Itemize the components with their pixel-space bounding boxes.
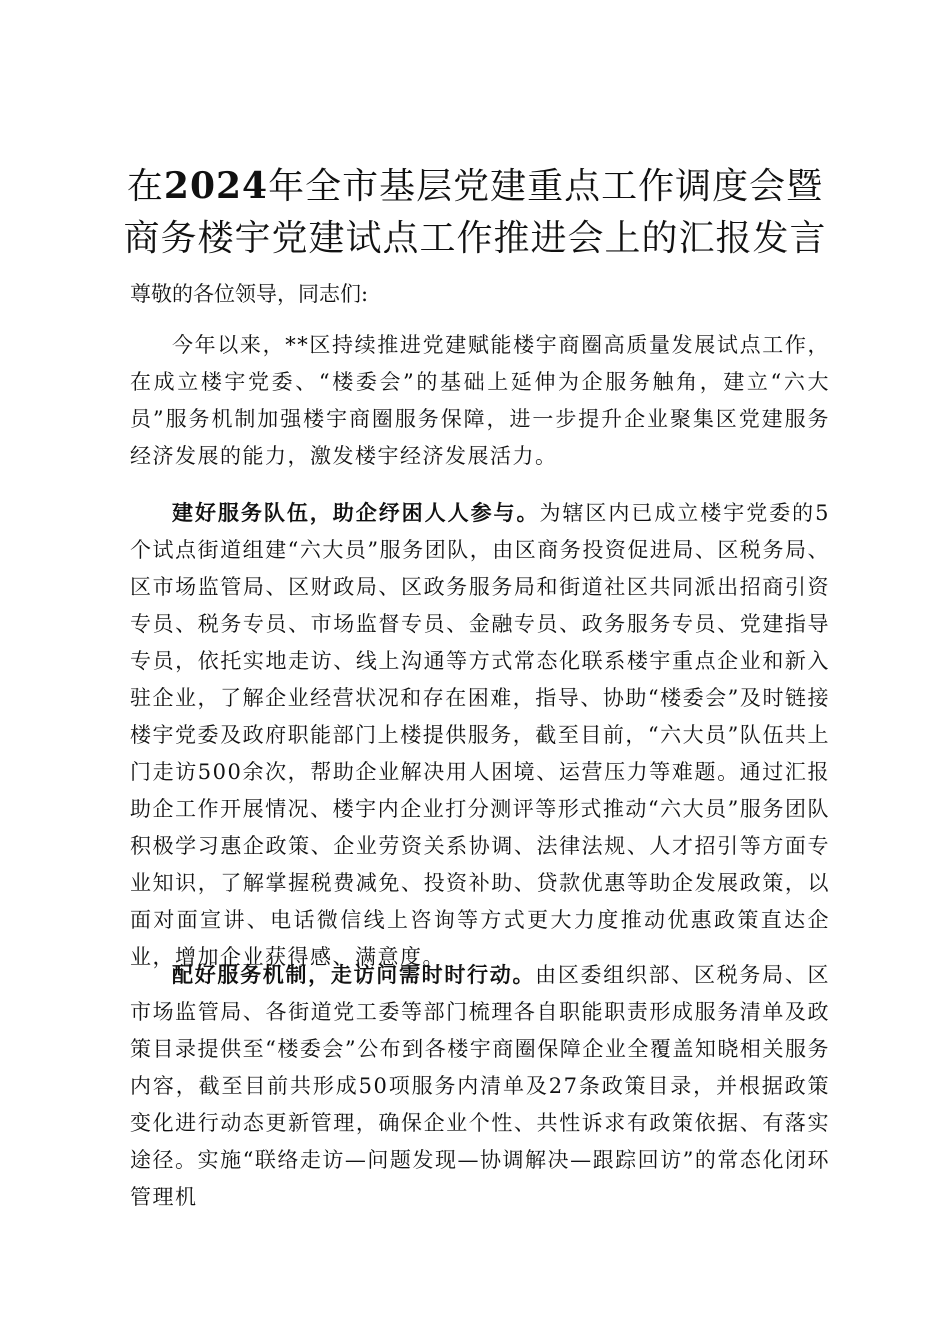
paragraph-lead-heading: 建好服务队伍，助企纾困人人参与。 [172, 500, 540, 525]
paragraph-service-mechanism [130, 956, 830, 1216]
paragraph-text: 由区委组织部、区税务局、区市场监管局、各街道党工委等部门梳理各自职能职责形成服务清单及政策目录提供至“楼委会”公布到各楼宇商圈保障企业全覆盖知晓相关服务内容，截至目前共形成50项服务内清单及27条政策目录，并根据政策变化进行动态更新管理，确保企业个性、共性诉求有政策依据、有落实途径。实施“联络走访—问题发现—协调解决—跟踪回访”的常态化闭环管理机 [130, 963, 831, 1209]
paragraph-service-team [130, 494, 830, 976]
paragraph-text: 今年以来，**区持续推进党建赋能楼宇商圈高质量发展试点工作，在成立楼宇党委、“楼委会”的基础上延伸为企服务触角，建立“六大员”服务机制加强楼宇商圈服务保障，进一步提升企业聚集区党建服务经济发展的能力，激发楼宇经济发展活力。 [130, 333, 830, 468]
title-rest: 年全市基层党建重点工作调度会暨商务楼宇党建试点工作推进会上的汇报发言 [123, 166, 827, 259]
salutation: 尊敬的各位领导，同志们: [130, 282, 369, 306]
title-prefix: 在 [126, 166, 164, 207]
paragraph-text: 为辖区内已成立楼宇党委的5个试点街道组建“六大员”服务团队，由区商务投资促进局、区税务局、区市场监管局、区财政局、区政务服务局和街道社区共同派出招商引资专员、税务专员、市场监督专员、金融专员、政务服务专员、党建指导专员，依托实地走访、线上沟通等方式常态化联系楼宇重点企业和新入驻企业，了解企业经营状况和存在困难，指导、协助“楼委会”及时链接楼宇党委及政府职能部门上楼提供服务，截至目前，“六大员”队伍共上门走访500余次，帮助企业解决用人困境、运营压力等难题。通过汇报助企工作开展情况、楼宇内企业打分测评等形式推动“六大员”服务团队积极学习惠企政策、企业劳资关系协调、法律法规、人才招引等方面专业知识，了解掌握税费减免、投资补助、贷款优惠等助企发展政策，以面对面宣讲、电话微信线上咨询等方式更大力度推动优惠政策直达企业，增加企业获得感、满意度。 [130, 501, 830, 969]
paragraph-intro [130, 327, 830, 475]
title-year: 2024 [163, 165, 269, 207]
document-title [110, 160, 840, 265]
paragraph-lead-heading: 配好服务机制，走访问需时时行动。 [172, 962, 536, 987]
